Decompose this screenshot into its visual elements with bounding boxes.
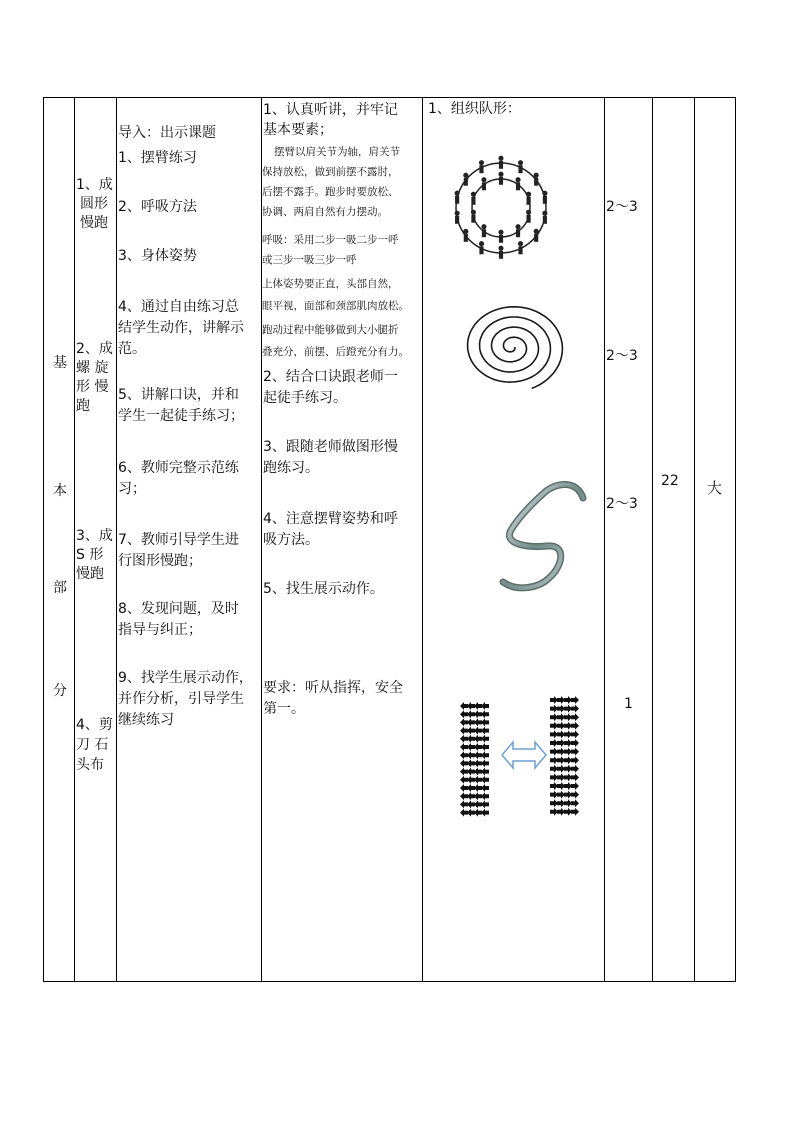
- drill-1-line: 慢跑: [80, 215, 108, 231]
- runner-icon: [498, 246, 503, 251]
- student-arrow-icon: [564, 722, 572, 730]
- runner-icon: [518, 165, 522, 173]
- student-arrow-icon: [564, 730, 572, 738]
- teacher-step: 8、发现问题，及时: [118, 601, 239, 617]
- student-arrow-icon: [550, 791, 558, 799]
- student-arrow-icon: [474, 743, 482, 751]
- student-arrow-icon: [481, 751, 489, 759]
- student-arrow-icon: [564, 748, 572, 756]
- student-arrow-icon: [481, 759, 489, 767]
- runner-icon: [464, 178, 468, 186]
- student-arrow-icon: [571, 696, 579, 704]
- runner-icon: [464, 234, 468, 242]
- table-border-left: [43, 97, 44, 982]
- teacher-step: 6、教师完整示范练: [118, 460, 239, 476]
- student-arrow-icon: [460, 710, 468, 718]
- student-arrow-icon: [571, 713, 579, 721]
- drill-4-line: 刀 石: [76, 737, 109, 753]
- student-step: 吸方法。: [263, 532, 319, 548]
- student-arrow-icon: [571, 808, 579, 816]
- student-arrow-icon: [550, 773, 558, 781]
- table-divider: [422, 97, 423, 982]
- runner-icon: [527, 197, 531, 205]
- student-arrow-icon: [460, 743, 468, 751]
- student-arrow-icon: [571, 748, 579, 756]
- student-arrow-icon: [564, 773, 572, 781]
- student-arrow-icon: [550, 799, 558, 807]
- student-arrow-icon: [557, 808, 565, 816]
- runner-icon: [515, 224, 520, 229]
- breathing-note: 呼吸：采用二步一吸二步一呼: [262, 234, 399, 246]
- runner-icon: [499, 161, 503, 169]
- runner-icon: [534, 178, 538, 186]
- repetition-count: 2～3: [606, 348, 638, 364]
- student-arrow-icon: [557, 713, 565, 721]
- teacher-step: 指导与纠正；: [118, 622, 202, 638]
- posture-note: 眼平视，面部和颈部肌肉放松。: [262, 300, 409, 312]
- double-arrow-icon: [502, 742, 546, 768]
- student-arrow-icon: [481, 809, 489, 817]
- student-arrow-icon: [550, 739, 558, 747]
- student-arrow-icon: [571, 791, 579, 799]
- runner-icon: [527, 215, 531, 223]
- student-arrow-icon: [564, 791, 572, 799]
- drill-3-line: 慢跑: [76, 566, 104, 582]
- runner-icon: [471, 197, 475, 205]
- teacher-step: 7、教师引导学生进: [118, 532, 239, 548]
- student-arrow-icon: [474, 710, 482, 718]
- runner-icon: [518, 241, 523, 246]
- runner-icon: [471, 210, 476, 215]
- drill-2-line: 螺 旋: [76, 360, 109, 376]
- student-arrow-icon: [550, 705, 558, 713]
- student-arrow-icon: [474, 809, 482, 817]
- student-arrow-icon: [467, 792, 475, 800]
- student-arrow-icon: [474, 718, 482, 726]
- spiral-formation-diagram: [455, 302, 573, 394]
- arm-swing-note: 后摆不露手。跑步时要放松、: [262, 186, 399, 198]
- student-arrow-icon: [460, 702, 468, 710]
- runner-icon: [479, 246, 483, 254]
- organization-title: 1、组织队形：: [428, 101, 521, 117]
- runner-icon: [455, 216, 459, 224]
- student-arrow-icon: [571, 782, 579, 790]
- student-arrow-icon: [557, 696, 565, 704]
- repetition-count: 2～3: [606, 199, 638, 215]
- student-step: 1、认真听讲，并牢记: [263, 102, 398, 118]
- runner-icon: [534, 234, 538, 242]
- breathing-note: 或三步一吸三步一呼: [262, 254, 357, 266]
- runner-icon: [515, 177, 520, 182]
- student-arrow-icon: [571, 722, 579, 730]
- teacher-step: 学生一起徒手练习；: [118, 408, 244, 424]
- student-arrow-icon: [564, 696, 572, 704]
- student-arrow-icon: [474, 768, 482, 776]
- student-arrow-icon: [474, 776, 482, 784]
- student-arrow-icon: [460, 735, 468, 743]
- student-step: 3、跟随老师做图形慢: [263, 439, 398, 455]
- student-arrow-icon: [460, 727, 468, 735]
- runner-icon: [455, 211, 460, 216]
- section-char: 分: [53, 683, 67, 699]
- runner-icon: [455, 191, 460, 196]
- drill-4-line: 4、剪: [76, 717, 113, 733]
- drill-1-line: 1、成: [76, 177, 113, 193]
- student-step: 跑练习。: [263, 460, 319, 476]
- table-divider: [694, 97, 695, 982]
- student-requirement: 要求：听从指挥，安全: [263, 680, 403, 696]
- teacher-step: 1、摆臂练习: [118, 150, 197, 166]
- student-arrow-icon: [550, 765, 558, 773]
- student-arrow-icon: [564, 705, 572, 713]
- student-arrow-icon: [557, 799, 565, 807]
- student-arrow-icon: [571, 765, 579, 773]
- student-arrow-icon: [481, 727, 489, 735]
- student-arrow-icon: [481, 784, 489, 792]
- runner-icon: [482, 229, 486, 237]
- teacher-step: 3、身体姿势: [118, 248, 197, 264]
- posture-note: 叠充分，前摆、后蹬充分有力。: [262, 346, 409, 358]
- paired-groups-diagram: [458, 694, 594, 824]
- runner-icon: [526, 210, 531, 215]
- teacher-step: 5、讲解口诀，并和: [118, 387, 239, 403]
- runner-icon: [518, 160, 523, 165]
- student-arrow-icon: [481, 702, 489, 710]
- student-arrow-icon: [481, 710, 489, 718]
- student-arrow-icon: [481, 800, 489, 808]
- student-arrow-icon: [564, 799, 572, 807]
- teacher-intro: 导入：出示课题: [118, 125, 216, 141]
- exercise-intensity: 大: [707, 479, 723, 497]
- runner-icon: [455, 196, 459, 204]
- table-divider: [652, 97, 653, 982]
- student-arrow-icon: [571, 705, 579, 713]
- student-arrow-icon: [571, 730, 579, 738]
- student-arrow-icon: [564, 739, 572, 747]
- student-arrow-icon: [474, 759, 482, 767]
- student-arrow-icon: [467, 718, 475, 726]
- section-char: 基: [53, 355, 67, 371]
- arm-swing-note: 协调、两肩自然有力摆动。: [262, 206, 388, 218]
- student-arrow-icon: [460, 718, 468, 726]
- repetition-count: 2～3: [606, 496, 638, 512]
- student-arrow-icon: [564, 765, 572, 773]
- drill-2-line: 2、成: [76, 341, 113, 357]
- teacher-step: 结学生动作，讲解示: [118, 320, 244, 336]
- student-requirement: 第一。: [263, 701, 305, 717]
- teacher-step: 并作分析，引导学生: [118, 691, 244, 707]
- runner-icon: [481, 177, 486, 182]
- runner-icon: [479, 160, 484, 165]
- student-arrow-icon: [460, 776, 468, 784]
- student-arrow-icon: [564, 756, 572, 764]
- student-arrow-icon: [557, 730, 565, 738]
- student-arrow-icon: [467, 743, 475, 751]
- student-arrow-icon: [467, 759, 475, 767]
- runner-icon: [482, 182, 486, 190]
- arm-swing-note: 摆臂以肩关节为轴，肩关节: [274, 146, 400, 158]
- section-char: 部: [53, 580, 67, 596]
- student-arrow-icon: [481, 743, 489, 751]
- student-arrow-icon: [460, 768, 468, 776]
- posture-note: 跑动过程中能够做到大小腿折: [262, 324, 399, 336]
- student-arrow-icon: [571, 739, 579, 747]
- student-arrow-icon: [550, 722, 558, 730]
- runner-icon: [498, 156, 503, 161]
- student-step: 5、找生展示动作。: [263, 581, 384, 597]
- runner-icon: [526, 192, 531, 197]
- runner-icon: [499, 251, 503, 259]
- student-arrow-icon: [474, 702, 482, 710]
- student-arrow-icon: [557, 756, 565, 764]
- student-arrow-icon: [571, 773, 579, 781]
- student-arrow-icon: [467, 784, 475, 792]
- runner-icon: [534, 173, 539, 178]
- table-divider: [604, 97, 605, 982]
- teacher-step: 2、呼吸方法: [118, 199, 197, 215]
- runner-icon: [518, 246, 522, 254]
- student-arrow-icon: [474, 784, 482, 792]
- runner-icon: [481, 224, 486, 229]
- teacher-step: 9、找学生展示动作，: [118, 670, 253, 686]
- teacher-step: 习；: [118, 481, 146, 497]
- arm-swing-note: 保持放松，做到前摆不露肘，: [262, 166, 399, 178]
- student-arrow-icon: [467, 809, 475, 817]
- runner-icon: [479, 241, 484, 246]
- repetition-count: 1: [624, 696, 633, 712]
- student-arrow-icon: [467, 702, 475, 710]
- runner-icon: [516, 229, 520, 237]
- student-arrow-icon: [550, 730, 558, 738]
- runner-icon: [479, 165, 483, 173]
- student-arrow-icon: [467, 800, 475, 808]
- student-arrow-icon: [557, 773, 565, 781]
- student-arrow-icon: [460, 800, 468, 808]
- drill-2-line: 跑: [76, 398, 90, 414]
- student-arrow-icon: [460, 751, 468, 759]
- student-arrow-icon: [481, 768, 489, 776]
- student-step: 4、注意摆臂姿势和呼: [263, 511, 398, 527]
- runner-icon: [499, 177, 503, 185]
- student-arrow-icon: [460, 809, 468, 817]
- table-divider: [116, 97, 117, 982]
- student-arrow-icon: [474, 751, 482, 759]
- student-arrow-icon: [557, 782, 565, 790]
- student-arrow-icon: [571, 756, 579, 764]
- runner-icon: [542, 191, 547, 196]
- circle-formation-diagram: [449, 156, 553, 260]
- student-arrow-icon: [557, 705, 565, 713]
- drill-2-line: 形 慢: [76, 379, 109, 395]
- student-arrow-icon: [564, 713, 572, 721]
- student-arrow-icon: [564, 808, 572, 816]
- student-arrow-icon: [467, 727, 475, 735]
- teacher-step: 继续练习: [118, 712, 174, 728]
- student-arrow-icon: [481, 776, 489, 784]
- student-step: 2、结合口诀跟老师一: [263, 369, 398, 385]
- drill-4-line: 头布: [76, 757, 104, 773]
- student-arrow-icon: [474, 727, 482, 735]
- s-shape-diagram: [497, 478, 591, 596]
- section-char: 本: [53, 483, 67, 499]
- student-arrow-icon: [557, 748, 565, 756]
- student-arrow-icon: [474, 792, 482, 800]
- student-arrow-icon: [467, 751, 475, 759]
- student-arrow-icon: [564, 782, 572, 790]
- drill-3-line: 3、成: [76, 528, 113, 544]
- student-arrow-icon: [481, 792, 489, 800]
- student-arrow-icon: [474, 800, 482, 808]
- student-arrow-icon: [474, 735, 482, 743]
- teacher-step: 行图形慢跑；: [118, 553, 202, 569]
- runner-icon: [463, 229, 468, 234]
- student-arrow-icon: [467, 768, 475, 776]
- drill-1-line: 圆形: [80, 196, 108, 212]
- student-step: 基本要素；: [263, 122, 333, 138]
- student-arrow-icon: [550, 748, 558, 756]
- student-arrow-icon: [550, 756, 558, 764]
- student-arrow-icon: [557, 791, 565, 799]
- table-bottom-border: [43, 981, 736, 982]
- student-arrow-icon: [460, 784, 468, 792]
- runner-icon: [463, 173, 468, 178]
- student-arrow-icon: [550, 782, 558, 790]
- table-divider: [74, 97, 75, 982]
- teacher-step: 4、通过自由练习总: [118, 299, 239, 315]
- runner-icon: [471, 215, 475, 223]
- student-arrow-icon: [467, 710, 475, 718]
- runner-icon: [542, 211, 547, 216]
- runner-icon: [534, 229, 539, 234]
- teacher-step: 范。: [118, 341, 146, 357]
- student-arrow-icon: [481, 718, 489, 726]
- student-step: 起徒手练习。: [263, 390, 347, 406]
- student-arrow-icon: [460, 792, 468, 800]
- student-arrow-icon: [571, 799, 579, 807]
- student-arrow-icon: [460, 759, 468, 767]
- runner-icon: [498, 230, 503, 235]
- runner-icon: [543, 216, 547, 224]
- table-top-border: [43, 97, 736, 98]
- student-arrow-icon: [557, 765, 565, 773]
- runner-icon: [471, 192, 476, 197]
- runner-icon: [516, 182, 520, 190]
- student-arrow-icon: [550, 713, 558, 721]
- student-arrow-icon: [467, 735, 475, 743]
- posture-note: 上体姿势要正直，头部自然，: [262, 278, 399, 290]
- student-arrow-icon: [557, 722, 565, 730]
- runner-icon: [499, 235, 503, 243]
- student-arrow-icon: [557, 739, 565, 747]
- student-arrow-icon: [550, 696, 558, 704]
- student-arrow-icon: [550, 808, 558, 816]
- student-arrow-icon: [481, 735, 489, 743]
- time-minutes: 22: [661, 473, 679, 489]
- drill-3-line: S 形: [76, 547, 104, 563]
- table-border-right: [735, 97, 736, 982]
- student-arrow-icon: [467, 776, 475, 784]
- table-divider: [261, 97, 262, 982]
- runner-icon: [498, 172, 503, 177]
- runner-icon: [543, 196, 547, 204]
